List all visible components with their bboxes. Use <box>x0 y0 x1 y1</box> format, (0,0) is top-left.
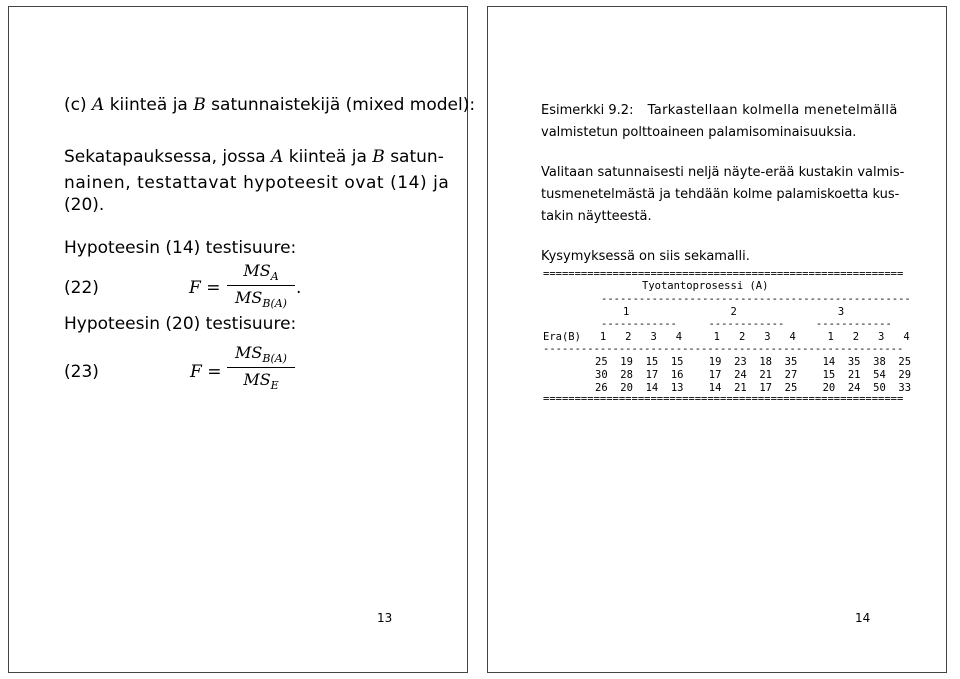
page-number-left: 13 <box>377 611 393 625</box>
equation-23-fraction <box>227 343 295 392</box>
heading-prefix: (c) <box>64 95 93 115</box>
table-mid-rule: --------------------------------------------------------- <box>543 343 904 355</box>
table-row: 26 20 14 13 14 21 17 25 20 24 50 33 <box>595 382 912 394</box>
para-var-b: B <box>372 147 385 167</box>
paragraph2-line-3: takin näytteestä. <box>541 209 652 224</box>
eq23-denominator <box>227 370 295 392</box>
eq23-numerator <box>227 343 295 365</box>
paragraph2-line-1: Valitaan satunnaisesti neljä näyte-erää kustakin valmis- <box>541 165 905 180</box>
eq22-denominator <box>227 288 295 310</box>
eq22-lhs: F = <box>189 278 221 298</box>
heading-suffix: satunnaistekijä (mixed model): <box>205 95 476 115</box>
table-title: Tyotantoprosessi (A) <box>642 280 769 292</box>
eq23-den-base: MS <box>243 370 271 390</box>
table-group-rules: ------------ ------------ ------------ <box>601 318 892 330</box>
test-statistic-14-label: Hypoteesin (14) testisuure: <box>64 238 297 258</box>
question-line: Kysymyksessä on siis sekamalli. <box>541 249 750 264</box>
para-var-a: A <box>271 147 284 167</box>
equation-23-lhs <box>190 362 221 382</box>
table-group-labels: 1 2 3 <box>623 306 845 318</box>
paragraph-line-3: (20). <box>64 195 105 215</box>
eq23-num-base: MS <box>235 343 263 362</box>
table-row: 25 19 15 15 19 23 18 35 14 35 38 25 <box>595 356 912 368</box>
equation-22-period: . <box>296 278 302 298</box>
eq22-numerator <box>227 261 295 283</box>
test-statistic-20-label: Hypoteesin (20) testisuure: <box>64 314 297 334</box>
example-label: Esimerkki 9.2 <box>541 103 630 118</box>
table-title-rule: ------------------------------------------------- <box>601 293 911 305</box>
example-text-1: Tarkastellaan kolmella menetelmällä <box>647 103 898 118</box>
paragraph-line-2: nainen, testattavat hypoteesit ovat (14) ja <box>64 173 450 193</box>
equation-23-number: (23) <box>64 362 99 382</box>
paragraph-line-1 <box>64 147 444 167</box>
example-colon: : <box>629 103 634 118</box>
table-top-rule: ========================================================= <box>543 268 904 280</box>
table-header-row: Era(B) 1 2 3 4 1 2 3 4 1 2 3 4 <box>543 331 910 343</box>
equation-22-number: (22) <box>64 278 99 298</box>
example-line-2: valmistetun polttoaineen palamisominaisuuksia. <box>541 125 857 140</box>
eq22-den-sub: B(A) <box>262 297 287 311</box>
eq23-lhs: F = <box>190 362 222 382</box>
eq23-den-sub: E <box>270 379 279 393</box>
section-heading <box>64 95 475 115</box>
eq23-fraction-bar <box>227 367 295 368</box>
eq22-den-base: MS <box>235 288 263 308</box>
table-bottom-rule: ========================================================= <box>543 393 904 405</box>
heading-var-a: A <box>92 95 105 115</box>
heading-var-b: B <box>193 95 206 115</box>
page-number-right: 14 <box>855 611 871 625</box>
para-l1-a: Sekatapauksessa, jossa <box>64 147 272 167</box>
para-l1-b: kiinteä ja <box>283 147 373 167</box>
eq22-num-sub: A <box>270 270 279 284</box>
eq22-fraction-bar <box>227 285 295 286</box>
heading-mid: kiinteä ja <box>104 95 194 115</box>
para-l1-c: satun- <box>384 147 444 167</box>
left-page <box>8 6 476 673</box>
eq22-num-base: MS <box>243 261 271 280</box>
eq23-num-sub: B(A) <box>262 352 287 366</box>
paragraph2-line-2: tusmenetelmästä ja tehdään kolme palamiskoetta kus- <box>541 187 900 202</box>
right-page <box>487 6 947 673</box>
equation-22-lhs <box>189 278 220 298</box>
table-row: 30 28 17 16 17 24 21 27 15 21 54 29 <box>595 369 912 381</box>
equation-22-fraction <box>227 261 295 310</box>
